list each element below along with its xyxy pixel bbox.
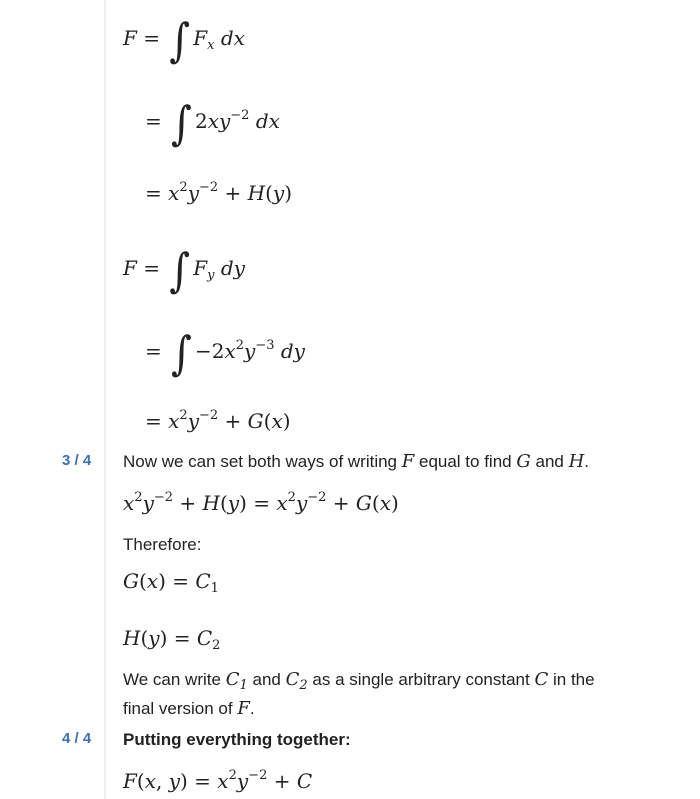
- var-C: C: [534, 669, 549, 690]
- step3-intro-and: and: [535, 452, 564, 471]
- content-divider: [104, 0, 106, 799]
- equation-result-y: = $x^2y^{-2} + G(x)$: [145, 408, 291, 433]
- var-C1: $C_1$: [225, 669, 248, 693]
- equation-equate: $x^2y^{-2} + H(y) = x^2y^{-2} + G(x)$: [123, 490, 399, 515]
- equation-G-constant: $G(x) = C_1$: [123, 569, 219, 596]
- step3-note: [123, 668, 663, 720]
- step-label-4: 4 / 4: [62, 730, 92, 747]
- step3-intro-mid: equal to find: [418, 452, 512, 471]
- note-text-d: final version of: [123, 699, 233, 718]
- equation-result-x: = $x^2y^{-2} + H(y)$: [145, 180, 293, 205]
- step3-intro-text: Now we can set both ways of writing: [123, 452, 398, 471]
- equation-integrand-x: = ∫ $2xy^{-2}$ dx: [145, 97, 280, 151]
- var-H: H: [568, 451, 585, 472]
- equation-integrand-y: = ∫ $-2x^2y^{-3}$ dy: [145, 327, 305, 381]
- equation-F-integral-x: F = ∫ $F_x$ dx: [123, 14, 245, 68]
- note-text-c: in the: [552, 670, 595, 689]
- step3-intro: [123, 450, 589, 473]
- step-label-3: 3 / 4: [62, 452, 92, 469]
- note-text-a: We can write: [123, 670, 221, 689]
- equation-H-constant: $H(y) = C_2$: [123, 626, 221, 653]
- note-text-b: as a single arbitrary constant: [312, 670, 530, 689]
- var-F: F: [401, 451, 415, 472]
- step3-intro-end: .: [584, 452, 590, 471]
- var-G: G: [516, 451, 531, 472]
- equation-final: F(x, $y) = x^2y^{-2} + C$: [123, 768, 313, 793]
- therefore-label: Therefore:: [123, 535, 202, 554]
- step4-heading: Putting everything together:: [123, 730, 351, 749]
- equation-F-integral-y: F = ∫ $F_y$ dy: [123, 244, 245, 298]
- note-text-and: and: [252, 670, 281, 689]
- var-F-final: F: [237, 698, 250, 719]
- var-C2: $C_2$: [285, 669, 308, 693]
- note-text-end: .: [249, 699, 255, 718]
